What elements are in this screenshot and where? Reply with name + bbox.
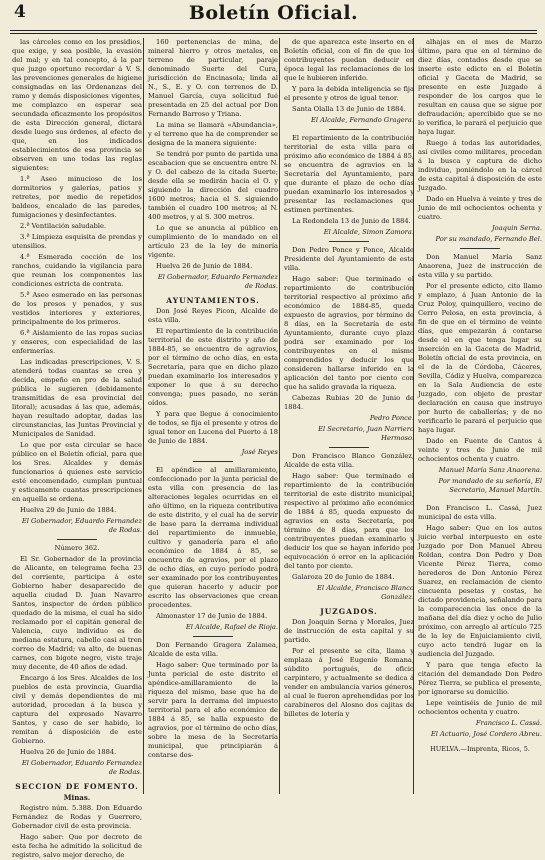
paragraph: Y para que llegue á conocimiento de todos, se fija el presente y otros de igual tenor en Lucena del Puerto á 18 de Junio de 1884. [148,410,278,445]
paragraph: 5.ª Aseo esmerado en las personas de los presos y penados, y sus vestidos interiores y exteriores, principalmente de los primeros. [12,291,142,326]
date-line: Huelva 26 de Junio de 1884. [156,262,253,270]
paragraph: Hago saber: Que terminado el repartimiento de contribución territorial respectivo al próximo año económico de 1884-85, queda expuesto de agravios, por término de 8 días, en la Secretaría de este Ayuntamiento, durante cuyo plazo podrá ser examinado por los contribuyentes en el mismo comprendidos y deducir los que consideren hallarse inferido en la aplicación del tanto por ciento con que ha salido gravada la riqueza. [284,275,414,391]
paragraph: alhajas en el mes de Marzo último, para que en el término de diez días, contados desde que se inserte este edicto en el Boletín oficial y Gaceta de Madrid, se presente en este Juzgado á responder de los cargos que le resultan en causa que se sigue por defraudación; apercibido que se no lo verifica, le parará el perjuicio que haya lugar. [418,38,542,136]
column-3 [284,38,414,794]
paragraph: 4.ª Esmerada cocción de los ranchos, cuidando la vigilancia para que reunan los componentes las condiciones estricta de contrata. [12,253,142,288]
paragraph: Hago saber: Que en los autos juicio verbal interpuesto en este Juzgado por Don Manuel Abreu Roldan, contra Don Pedro y Don Vicente Pérez Tierra, como herederos de Don Antonio Pérez Suarez, en reclamación de ciento cincuenta pesetas y costas, he dictado providencia, señalando para la comparecencia las once de la mañana del día diez y ocho de Julio próximo, con arreglo al artículo 725 de la ley de Enjuiciamiento civil, cuyo acto tendrá lugar en la audiencia del Juzgado. [418,524,542,658]
page-header [10,0,537,30]
date-line: Dado en Huelva á veinte y tres de Junio de mil ochocientos ochenta y cuatro. [418,195,542,221]
date-line: Dado en Fuente de Cantos á veinte y tres de Junio de mil ochocientos ochenta y cuatro. [418,437,542,463]
paragraph: Las indicadas prescripciones, V. S. atenderá todas cuantas se crea y decida, empeño en pro de la salud pública le sugieren (debidamente transmitidas de esa provincial del litoral); acusadas á las que, además, hayan resultado adoptar, dadas las circunstancias, las Juntas Provincial y Municipales de Sanidad. [12,358,142,438]
paragraph: Don Francisco L. Cassá, Juez municipal de esta villa. [418,504,542,521]
signature: El Secretario, Juan Narriero Hermoso. [318,425,414,442]
header-rule-thin [10,33,537,34]
separator [460,499,500,500]
paragraph: Encargo á los Sres. Alcaldes de los pueblos de esta provincia, Guardia civil y demás dependientes de mi autoridad, procedan á la busca y captura del expresado Navarro Santos, y caso de ser habido, lo remitan á disposición de este Gobierno. [12,674,142,745]
signature: El Actuario, José Cordero Abreu. [430,730,542,738]
separator [329,241,369,242]
paragraph: Don Joaquin Serna y Morales, Juez de instrucción de esta capital y su partido. [284,618,414,644]
printer-footer: HUELVA.—Imprenta, Ricos, 5. [430,745,530,753]
separator [460,248,500,249]
column-divider [279,38,280,794]
paragraph: 2.ª Ventilación saludable. [20,222,107,230]
paragraph: 6.ª Aislamiento de las ropas sucias y enseres, con especialidad de las enfermerías. [12,329,142,355]
signature: El Alcalde, Rafael de Rioja. [185,623,278,631]
section-heading: AYUNTAMIENTOS. [166,296,260,305]
signature: El Gobernador, Eduardo Fernandez de Rodas. [21,517,142,534]
signature: Por mandado de su señoría, El Secretario, Manuel Martín. [438,477,542,494]
separator [329,129,369,130]
separator [193,636,233,637]
paragraph: Registro núm. 5.388. Don Eduardo Fernández de Rodas y Guerrero, Gobernador civil de esta provincia. [12,804,142,830]
header-rule [10,30,537,31]
signature: Por su mandado, Fernando Bel. [435,235,542,243]
paragraph: 1.ª Aseo minucioso de los dormitorios y galerías, patios y retretes, por medio de repetidos baldeos, encalado de las paredes, fumigaciones y desinfectantes. [12,175,142,219]
column-divider [143,38,144,794]
page-number: 4 [14,2,26,22]
paragraph: El apéndice al amillaramiento, confeccionado por la junta pericial de esta villa con presencia de las alteraciones legales ocurridas en el año último, en la riqueza contributiva de este distrito, y el cual ha de servir de base para la derrama individual del repartimiento de inmueble, cultivo y ganadería para el año económico de 1884 á 85, se encuentra de agravios, por el plazo de ocho días, en cuyo período podrá ser examinado por los contribuyentes que quieran hacerlo y aducir por escrito las observaciones que crean procedentes. [148,466,278,609]
column-4 [418,38,542,794]
signature: El Alcalde, Francisco Blanco González. [317,584,414,601]
section-heading: SECCION DE FOMENTO. [15,782,139,791]
paragraph: Don Francisco Blanco González, Alcalde de esta villa. [284,452,414,469]
signature: Manuel María Sanz Anaorena. [438,466,542,474]
separator [57,539,97,540]
paragraph: Lo que se anuncia al público en cumplimiento de lo mandado en el artículo 23 de la ley de minería vigente. [148,224,278,259]
separator [329,447,369,448]
paragraph: Hago saber: Que terminado por la Junta pericial de este distrito el apéndice-amillaramiento de la riqueza del mismo, base que ha de servir para la derrama del impuesto territorial para el año económico de 1884 á 85, se halla expuesto de agravios, por el término de ocho días, sobre la mesa de la Secretaría municipal, que principiarán á contarse des- [148,661,278,759]
paragraph: de que aparezca este inserto en el Boletín oficial, con el fin de que los contribuyentes puedan deducir en época legal las reclamaciones de los que le hubieren inferido. [284,38,414,82]
paragraph: 3.ª Limpieza esquisita de prendas y utensilios. [12,233,142,250]
date-line: Lepe veintiséis de Junio de mil ochocientos ochenta y cuatro. [418,699,542,716]
signature: Francisco L. Cassá. [475,719,542,727]
paragraph: Hago saber: Que por decreto de esta fecha he admitido la solicitud de registro, salvo mejor derecho, de [12,833,142,859]
signature: Joaquin Serna. [491,224,542,232]
date-line: Huelva 29 de Junio de 1884. [20,506,117,514]
paragraph: Don José Reyes Picon, Alcalde de esta villa. [148,307,278,324]
page-title: Boletín Oficial. [188,2,359,24]
paragraph: Don Fernando Gragera Zalamea, Alcalde de esta villa. [148,641,278,658]
date-line: Santa Olalla 13 de Junio de 1884. [292,105,406,113]
date-line: Galaroza 20 de Junio de 1884. [292,573,395,581]
date-line: Huelva 26 de Junio de 1884. [20,748,117,756]
paragraph: Don Manuel María Sanz Anaorena, Juez de instrucción de esta villa y su partido. [418,253,542,279]
paragraph: las cárceles como en los presidios, que exige, y sea posible, la evasión del mal; y en tal concepto, á la par que juzgo oportuno recordar á V. S. las prevenciones generales de higiene consignadas en las Ordenanzas del ramo y demás disposiciones vigentes, me complazco en esperar sea secundada eficazmente los propósitos de esta Dirección general, dictará desde luego sus órdenes, al efecto de que, en los indicados establecimientos de esa provincia se observen en uno todas las reglas siguientes: [12,38,142,172]
paragraph: El repartimiento de la contribución territorial de esta villa para el próximo año económico de 1884 á 85, se encuentra de agravios en la Secretaría del Ayuntamiento, para que durante el plazo de ocho días puedan examinarlo los interesados y presentar las reclamaciones que estimen pertinentes. [284,134,414,214]
notice-number: Número 362. [54,544,100,552]
subsection-heading: Minas. [63,793,91,802]
signature: El Gobernador, Eduardo Fernandez de Rodas. [21,759,142,776]
column-1 [12,38,142,859]
signature: Pedro Ponce. [369,414,414,422]
signature: El Alcalde, Fernando Gragera. [310,116,414,124]
paragraph: 160 pertenencias de mina, de mineral hierro y otros metales, en terreno de particular, paraje denominado Suerte del Cura, jurisdicción de Encinasola; linda al N., S., E. y O. con terrenos de D. Manuel García, cuya solicitud fué presentada en 25 del actual por Don Fernando Barroso y Triana. [148,38,278,118]
date-line: Almonaster 17 de Junio de 1884. [156,612,268,620]
paragraph: Don Pedro Ponce y Ponce, Alcalde Presidente del Ayuntamiento de esta villa. [284,246,414,272]
paragraph: El Sr. Gobernador de la provincia de Alicante, en telegrama fecha 23 del corriente, participa á este Gobierno haber desaparecido de aquella ciudad D. Juan Navarro Santos, inspector de órden público quedado de la misma, el cual ha sido reclamado por el capitán general de Valencia, cuyo individuo es de mediana estatura, cabello casi al tren correo de Madrid; va alto, de buenas carnes, con bigote negro, viste traje muy decente, de 40 años de edad. [12,555,142,671]
paragraph: Por el presente se cita, llama y emplaza á José Eugenio Romana, súbdito portugués, de oficio carpintero, y actualmente se dedica á vender en ambulancia varios géneros, al cual le fueron aprehendidas por los carabineros del Alosno dos cajitas de billetes de lotería y [284,647,414,718]
date-line: La Redondela 13 de Junio de 1884. [292,217,411,225]
separator [193,461,233,462]
paragraph: Se tendrá por punto de partida una escabacion que se encuentra entre N. y O. del cabezo de la citada Suerte; desde ella se medirán hacia el O. y siguiendo la dirección del cuadro 1600 metros; hacia el S. siguiendo también el cuadro 100 metros; al N. 400 metros, y al S. 300 metros. [148,150,278,221]
paragraph: La mina se llamará «Abundancia», y el terreno que ha de comprender se designa de la manera siguiente: [148,121,278,147]
paragraph: Ruego á todas las autoridades, así civiles como militares, procedan á la busca y captura de dicho individuo, poniéndolo en la cárcel de esta capital á disposición de este Juzgado. [418,139,542,192]
paragraph: Y para que tenga efecto la citación del demandado Don Pedro Pérez Tierra, se publica el presente, por ignorarse su domicilio. [418,661,542,696]
paragraph: Y para la debida inteligencia se fija el presente y otros de igual tenor. [284,85,414,102]
paragraph: El repartimiento de la contribución territorial de este distrito y año de 1884-85, se encuentra de agravios, por el término de ocho días, en esta Secretaría, para que en dicho plazo puedan examinarlo los interesados y exponer lo que á su derecho convenga; pues pasado, no serán oídos. [148,327,278,407]
signature: José Reyes [241,448,278,456]
paragraph: Hago saber: Que terminado el repartimiento de la contribución territorial de este distrito municipal, respectivo al próximo año económico de 1884 á 85, queda expuesto de agravios en esta Secretaría, por término de 8 días, para que los contribuyentes puedan examinarlo y deducir los que se hayan inferido por equivocación ó error en la aplicación del tanto por ciento. [284,472,414,570]
signature: El Gobernador, Eduardo Fernandez de Rodas. [157,273,278,290]
section-heading: JUZGADOS. [320,607,378,616]
signature: El Alcalde, Simon Zamora. [323,228,414,236]
paragraph: Lo que por esta circular se hace público en el Boletín oficial, para que los Sres. Alcaldes y demás funcionarios á quienes este servicio esté encomendado, cumplan puntual y esticamente cuantas prescripciones en aquella se ordena. [12,441,142,503]
column-2 [148,38,278,794]
paragraph: Por el presente edicto, cito llamo y emplazo, á Juan Antonio de la Cruz Poloy, quinquillero, vecino de Cerro Pelosa, en esta provincia, á fin de que en el término de veinte días, que empezarán á contarse desde el en que tenga lugar su inserción en la Gaceta de Madrid, Boletín oficial de esta provincia, en el de la de Córdoba, Cáceres, Sevilla, Cádiz y Huelva, comparezca en la Sala Audiencia de este Juzgado, con objeto de prestar declaración en causa que instruyo por hurto de caballerías; y de no verificarlo le parará el perjuicio que haya lugar. [418,282,542,434]
date-line: Cabezas Rubias 20 de Junio de 1884. [284,394,414,411]
